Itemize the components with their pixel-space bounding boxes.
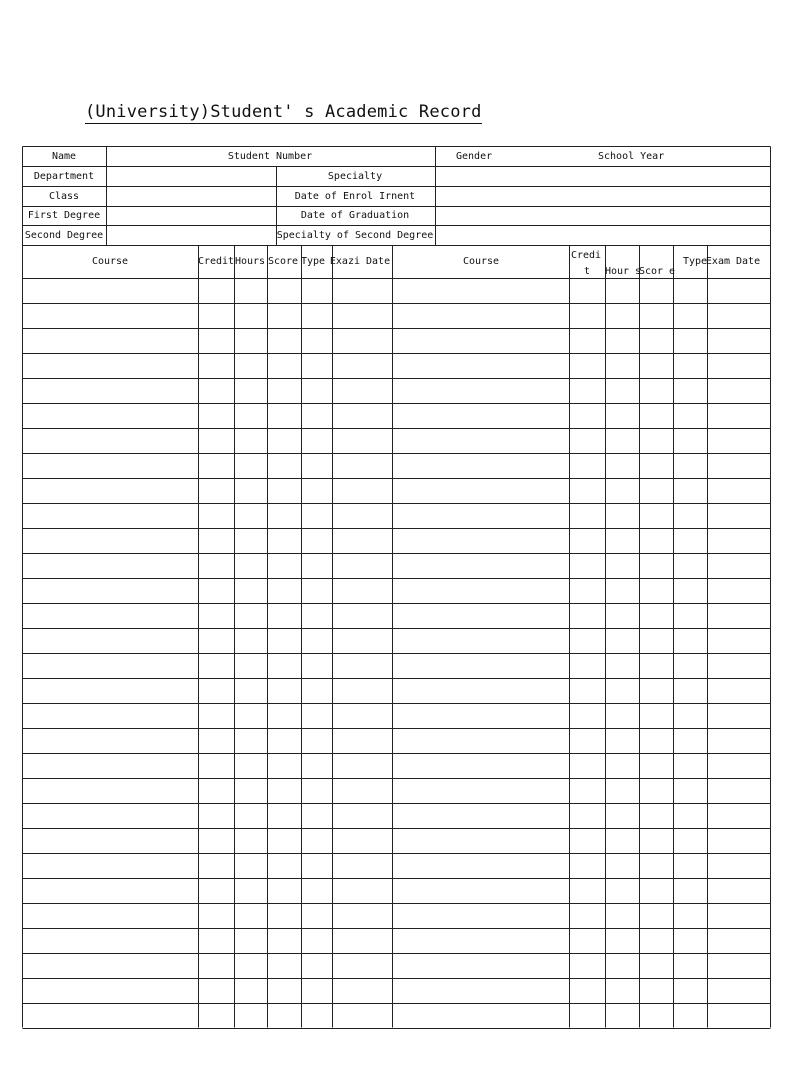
student-number-label: Student Number	[227, 151, 313, 162]
left-score-header: Score	[267, 256, 299, 267]
name-label: Name	[51, 151, 77, 162]
left-credit-header: Credit	[197, 256, 235, 267]
left-course-header: Course	[91, 256, 129, 267]
second-degree-label: Second Degree	[24, 230, 104, 241]
left-exam-date-header: Exazi Date	[329, 256, 391, 267]
specialty-label: Specialty	[327, 171, 383, 182]
left-hours-header: Hours	[234, 256, 266, 267]
right-type-header: Type	[682, 256, 708, 267]
right-credit-header-line1: Credi	[570, 250, 602, 261]
school-year-label: School Year	[598, 151, 665, 162]
right-hours-header: Hour s	[604, 266, 642, 277]
class-label: Class	[48, 191, 80, 202]
specialty-second-degree-label: Specialty of Second Degree	[276, 230, 434, 241]
right-credit-header-line2: t	[583, 266, 591, 277]
date-of-enrolment-label: Date of Enrol Irnent	[294, 191, 416, 202]
right-score-header: Scor e	[638, 266, 676, 277]
document-title: (University)Student' s Academic Record	[85, 102, 482, 122]
right-course-header: Course	[462, 256, 500, 267]
department-label: Department	[33, 171, 95, 182]
first-degree-label: First Degree	[27, 210, 101, 221]
date-of-graduation-label: Date of Graduation	[300, 210, 410, 221]
gender-label: Gender	[456, 151, 493, 162]
right-exam-date-header: Exam Date	[705, 256, 761, 267]
left-type-header: Type	[300, 256, 326, 267]
